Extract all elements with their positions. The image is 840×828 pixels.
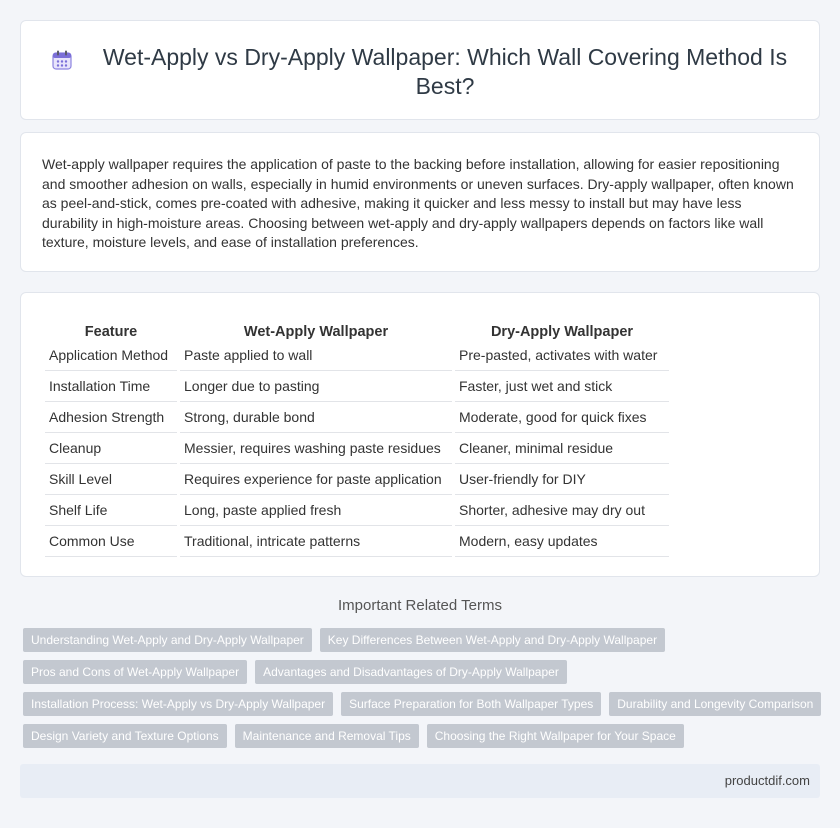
- wet-apply-cell: Longer due to pasting: [180, 371, 452, 402]
- table-row: [45, 433, 669, 464]
- related-term-tag[interactable]: Key Differences Between Wet-Apply and Dry-Apply Wallpaper: [320, 628, 665, 652]
- dry-apply-cell: Cleaner, minimal residue: [455, 433, 669, 464]
- footer: [20, 764, 820, 798]
- feature-cell: Cleanup: [45, 433, 177, 464]
- related-term-tag[interactable]: Advantages and Disadvantages of Dry-Apply Wallpaper: [255, 660, 567, 684]
- feature-cell: Common Use: [45, 526, 177, 557]
- related-term-tag[interactable]: Installation Process: Wet-Apply vs Dry-Apply Wallpaper: [23, 692, 333, 716]
- related-term-tag[interactable]: Maintenance and Removal Tips: [235, 724, 419, 748]
- related-term-tag[interactable]: Design Variety and Texture Options: [23, 724, 227, 748]
- feature-cell: Shelf Life: [45, 495, 177, 526]
- table-row: [45, 526, 669, 557]
- dry-apply-cell: Modern, easy updates: [455, 526, 669, 557]
- related-term-tag[interactable]: Surface Preparation for Both Wallpaper Types: [341, 692, 601, 716]
- wet-apply-cell: Strong, durable bond: [180, 402, 452, 433]
- column-header-dry-apply: Dry-Apply Wallpaper: [490, 324, 634, 340]
- dry-apply-cell: Shorter, adhesive may dry out: [455, 495, 669, 526]
- dry-apply-cell: User-friendly for DIY: [455, 464, 669, 495]
- related-term-tag[interactable]: Understanding Wet-Apply and Dry-Apply Wallpaper: [23, 628, 312, 652]
- site-name[interactable]: productdif.com: [724, 773, 810, 788]
- dry-apply-cell: Pre-pasted, activates with water: [455, 340, 669, 371]
- feature-cell: Installation Time: [45, 371, 177, 402]
- intro-card: [20, 132, 820, 272]
- comparison-table: [42, 315, 672, 557]
- related-term-tag[interactable]: Durability and Longevity Comparison: [609, 692, 821, 716]
- comparison-card: [20, 292, 820, 577]
- feature-cell: Skill Level: [45, 464, 177, 495]
- intro-paragraph: Wet-apply wallpaper requires the application of paste to the backing before installation, allowing for easier repositioning and smoother adhesion on walls, especially in humid environments or uneven surfaces. Dry-apply wallpaper, often known as peel-and-stick, comes pre-coated with adhesive, making it quicker and less messy to install but may have less durability in high-moisture areas. Choosing between wet-apply and dry-apply wallpapers depends on factors like wall texture, moisture levels, and ease of installation preferences.: [42, 156, 794, 250]
- column-header-feature: Feature: [84, 324, 138, 340]
- related-term-tag[interactable]: Pros and Cons of Wet-Apply Wallpaper: [23, 660, 247, 684]
- feature-cell: Application Method: [45, 340, 177, 371]
- table-row: [45, 402, 669, 433]
- feature-cell: Adhesion Strength: [45, 402, 177, 433]
- related-terms-list: [23, 628, 823, 756]
- wet-apply-cell: Requires experience for paste application: [180, 464, 452, 495]
- page-title: Wet-Apply vs Dry-Apply Wallpaper: Which Wall Covering Method Is Best?: [102, 44, 788, 99]
- dry-apply-cell: Faster, just wet and stick: [455, 371, 669, 402]
- wet-apply-cell: Long, paste applied fresh: [180, 495, 452, 526]
- title-card: [20, 20, 820, 120]
- dry-apply-cell: Moderate, good for quick fixes: [455, 402, 669, 433]
- wet-apply-cell: Messier, requires washing paste residues: [180, 433, 452, 464]
- table-row: [45, 464, 669, 495]
- table-row: [45, 495, 669, 526]
- wet-apply-cell: Paste applied to wall: [180, 340, 452, 371]
- table-row: [45, 340, 669, 371]
- related-term-tag[interactable]: Choosing the Right Wallpaper for Your Space: [427, 724, 684, 748]
- wet-apply-cell: Traditional, intricate patterns: [180, 526, 452, 557]
- table-header-row: [45, 315, 669, 340]
- column-header-wet-apply: Wet-Apply Wallpaper: [243, 324, 389, 340]
- table-row: [45, 371, 669, 402]
- related-terms-heading: Important Related Terms: [338, 597, 502, 614]
